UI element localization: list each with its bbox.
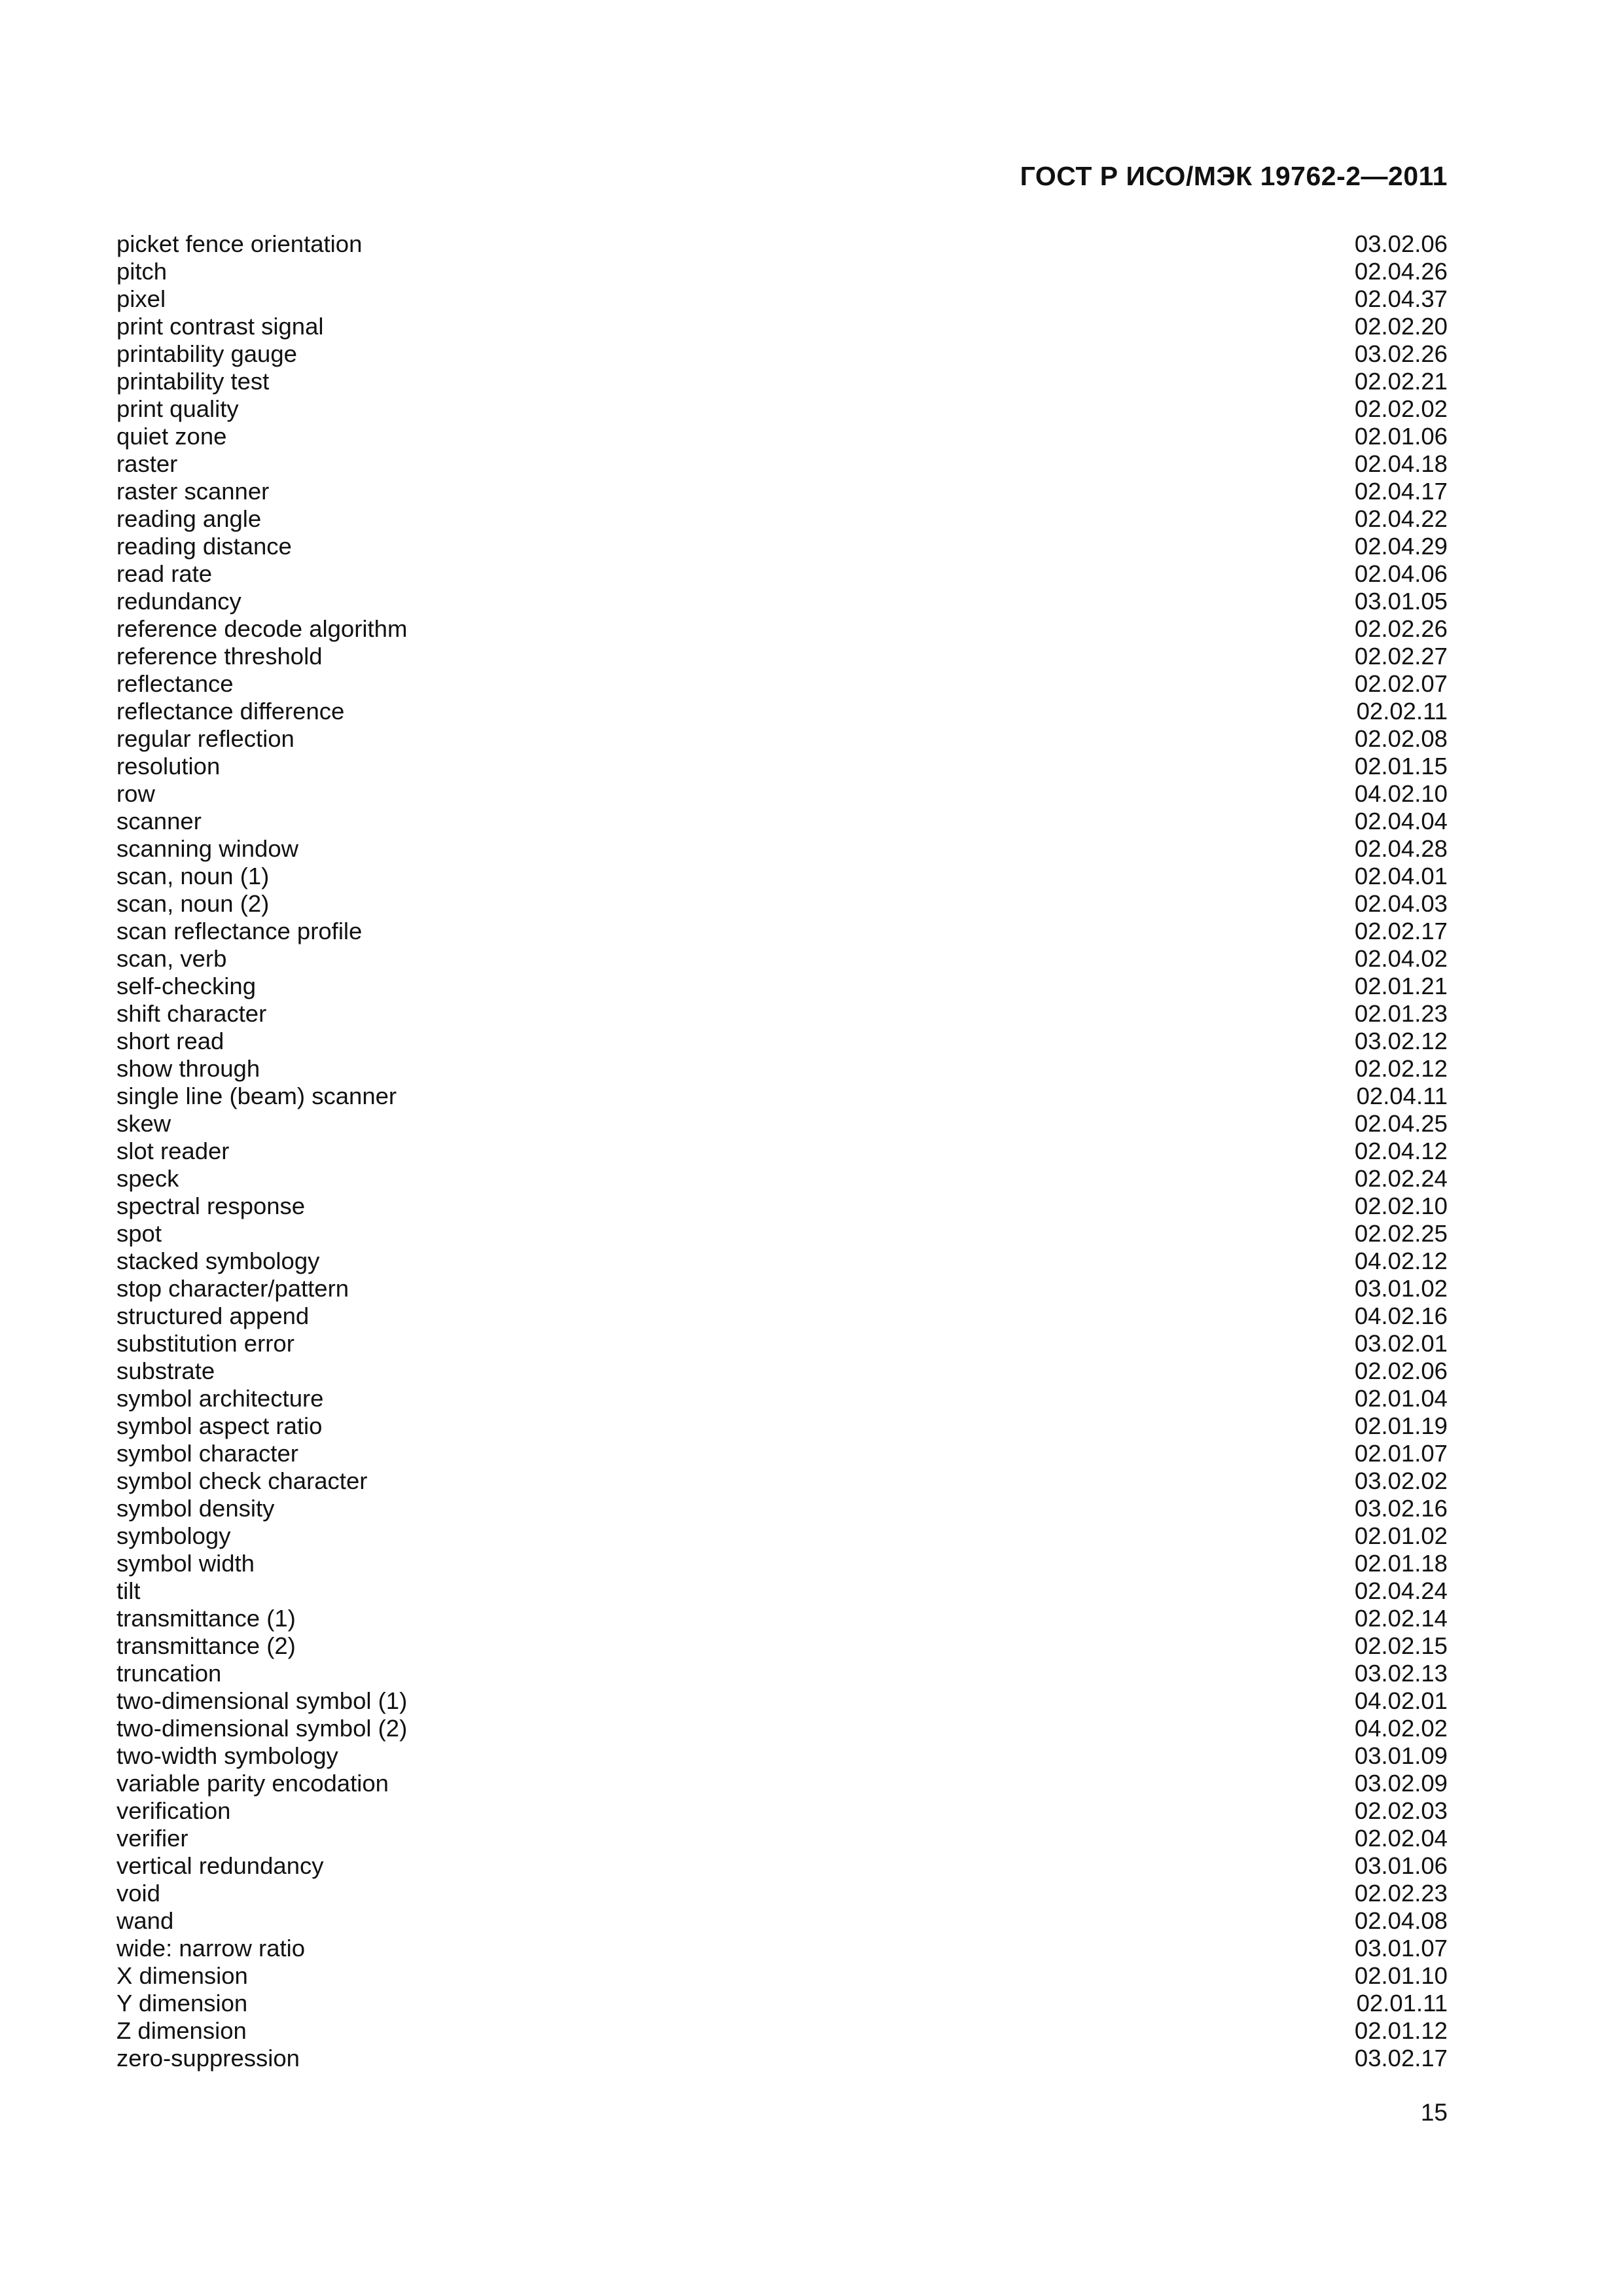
index-term: printability gauge	[116, 340, 297, 367]
index-term: substitution error	[116, 1330, 294, 1357]
index-reference-number: 02.02.08	[1354, 725, 1448, 752]
index-row	[116, 698, 1448, 725]
index-reference-number: 02.01.21	[1354, 973, 1448, 999]
index-term: verification	[116, 1797, 231, 1824]
index-row	[116, 2045, 1448, 2072]
index-row	[116, 368, 1448, 395]
index-row	[116, 1385, 1448, 1412]
index-row	[116, 588, 1448, 615]
index-term: symbol aspect ratio	[116, 1412, 323, 1439]
index-reference-number: 02.04.01	[1354, 863, 1448, 889]
index-term: resolution	[116, 753, 221, 780]
index-term: scan, verb	[116, 945, 227, 972]
index-row	[116, 1825, 1448, 1852]
index-row	[116, 643, 1448, 670]
index-reference-number: 03.02.02	[1354, 1467, 1448, 1494]
index-term: reading angle	[116, 505, 262, 532]
index-term: raster scanner	[116, 478, 270, 505]
index-reference-number: 02.04.37	[1354, 285, 1448, 312]
index-row	[116, 1522, 1448, 1550]
index-reference-number: 03.02.17	[1354, 2045, 1448, 2072]
index-reference-number: 03.01.07	[1354, 1935, 1448, 1962]
index-reference-number: 02.04.22	[1354, 505, 1448, 532]
term-index-list	[116, 230, 1448, 2072]
index-term: pixel	[116, 285, 166, 312]
index-term: regular reflection	[116, 725, 294, 752]
index-reference-number: 02.04.11	[1356, 1083, 1448, 1109]
index-reference-number: 03.02.26	[1354, 340, 1448, 367]
index-term: self-checking	[116, 973, 257, 999]
index-term: scan reflectance profile	[116, 918, 363, 944]
index-term: scan, noun (2)	[116, 890, 270, 917]
index-row	[116, 1935, 1448, 1962]
index-row	[116, 423, 1448, 450]
index-row	[116, 1577, 1448, 1605]
index-reference-number: 02.04.24	[1354, 1577, 1448, 1604]
index-reference-number: 02.02.27	[1354, 643, 1448, 670]
index-row	[116, 890, 1448, 918]
index-row	[116, 1687, 1448, 1715]
index-term: symbol check character	[116, 1467, 368, 1494]
index-reference-number: 02.02.23	[1354, 1880, 1448, 1907]
index-term: scanner	[116, 808, 202, 834]
index-reference-number: 02.02.12	[1354, 1055, 1448, 1082]
index-reference-number: 02.01.06	[1354, 423, 1448, 450]
index-reference-number: 04.02.10	[1354, 780, 1448, 807]
index-row	[116, 1055, 1448, 1083]
index-row	[116, 478, 1448, 505]
index-reference-number: 02.02.14	[1354, 1605, 1448, 1632]
index-reference-number: 03.01.06	[1354, 1852, 1448, 1879]
index-row	[116, 670, 1448, 698]
index-reference-number: 02.04.04	[1354, 808, 1448, 834]
index-reference-number: 02.02.21	[1354, 368, 1448, 395]
index-term: two-dimensional symbol (2)	[116, 1715, 408, 1742]
index-term: two-dimensional symbol (1)	[116, 1687, 408, 1714]
index-row	[116, 1495, 1448, 1522]
index-row	[116, 1220, 1448, 1247]
index-reference-number: 04.02.02	[1354, 1715, 1448, 1742]
index-reference-number: 02.02.15	[1354, 1632, 1448, 1659]
index-row	[116, 1605, 1448, 1632]
index-term: two-width symbology	[116, 1742, 338, 1769]
index-term: skew	[116, 1110, 171, 1137]
index-row	[116, 450, 1448, 478]
index-row	[116, 1165, 1448, 1193]
index-reference-number: 02.02.24	[1354, 1165, 1448, 1192]
index-row	[116, 1275, 1448, 1302]
index-reference-number: 02.01.10	[1354, 1962, 1448, 1989]
index-row	[116, 1852, 1448, 1880]
index-reference-number: 03.02.12	[1354, 1028, 1448, 1054]
index-term: wand	[116, 1907, 174, 1934]
index-reference-number: 02.04.02	[1354, 945, 1448, 972]
index-reference-number: 02.04.25	[1354, 1110, 1448, 1137]
index-row	[116, 313, 1448, 340]
index-reference-number: 02.01.15	[1354, 753, 1448, 780]
index-reference-number: 02.04.17	[1354, 478, 1448, 505]
page-header-standard-id: ГОСТ Р ИСО/МЭК 19762-2—2011	[1020, 161, 1448, 191]
index-term: Z dimension	[116, 2017, 247, 2044]
index-row	[116, 1797, 1448, 1825]
index-row	[116, 918, 1448, 945]
index-row	[116, 1138, 1448, 1165]
index-reference-number: 03.02.13	[1354, 1660, 1448, 1687]
index-term: symbol width	[116, 1550, 255, 1577]
index-reference-number: 03.01.09	[1354, 1742, 1448, 1769]
index-reference-number: 04.02.01	[1354, 1687, 1448, 1714]
index-reference-number: 03.01.05	[1354, 588, 1448, 615]
index-row	[116, 2017, 1448, 2045]
index-term: stacked symbology	[116, 1247, 320, 1274]
index-row	[116, 1357, 1448, 1385]
index-row	[116, 505, 1448, 533]
index-row	[116, 1715, 1448, 1742]
index-term: reflectance	[116, 670, 234, 697]
index-term: picket fence orientation	[116, 230, 363, 257]
index-term: symbol character	[116, 1440, 298, 1467]
index-term: structured append	[116, 1302, 310, 1329]
index-row	[116, 1193, 1448, 1220]
index-reference-number: 02.04.28	[1354, 835, 1448, 862]
page-number: 15	[1420, 2099, 1448, 2126]
index-row	[116, 1083, 1448, 1110]
index-row	[116, 615, 1448, 643]
index-row	[116, 753, 1448, 780]
index-row	[116, 340, 1448, 368]
index-row	[116, 1028, 1448, 1055]
index-reference-number: 02.02.26	[1354, 615, 1448, 642]
index-term: wide: narrow ratio	[116, 1935, 306, 1962]
index-term: spot	[116, 1220, 162, 1247]
index-term: substrate	[116, 1357, 215, 1384]
index-term: shift character	[116, 1000, 267, 1027]
index-reference-number: 02.02.17	[1354, 918, 1448, 944]
index-reference-number: 02.01.11	[1356, 1990, 1448, 2017]
index-term: variable parity encodation	[116, 1770, 389, 1797]
index-row	[116, 258, 1448, 285]
index-reference-number: 02.02.20	[1354, 313, 1448, 340]
index-row	[116, 808, 1448, 835]
index-row	[116, 1550, 1448, 1577]
index-term: reflectance difference	[116, 698, 345, 725]
index-term: symbol architecture	[116, 1385, 324, 1412]
index-reference-number: 02.04.12	[1354, 1138, 1448, 1164]
index-row	[116, 560, 1448, 588]
index-term: short read	[116, 1028, 224, 1054]
index-reference-number: 02.02.11	[1356, 698, 1448, 725]
index-term: print contrast signal	[116, 313, 324, 340]
index-reference-number: 03.01.02	[1354, 1275, 1448, 1302]
index-term: quiet zone	[116, 423, 227, 450]
index-reference-number: 02.04.06	[1354, 560, 1448, 587]
index-reference-number: 02.02.04	[1354, 1825, 1448, 1852]
index-row	[116, 533, 1448, 560]
index-reference-number: 04.02.12	[1354, 1247, 1448, 1274]
index-term: spectral response	[116, 1193, 306, 1219]
index-row	[116, 863, 1448, 890]
index-row	[116, 1880, 1448, 1907]
index-term: speck	[116, 1165, 179, 1192]
index-row	[116, 285, 1448, 313]
index-term: printability test	[116, 368, 270, 395]
index-reference-number: 02.04.08	[1354, 1907, 1448, 1934]
index-reference-number: 02.01.07	[1354, 1440, 1448, 1467]
index-row	[116, 1110, 1448, 1138]
index-term: transmittance (1)	[116, 1605, 296, 1632]
index-reference-number: 03.02.01	[1354, 1330, 1448, 1357]
index-term: read rate	[116, 560, 213, 587]
index-row	[116, 1990, 1448, 2017]
index-term: symbology	[116, 1522, 231, 1549]
index-reference-number: 02.04.29	[1354, 533, 1448, 560]
index-term: stop character/pattern	[116, 1275, 349, 1302]
index-term: Y dimension	[116, 1990, 248, 2017]
index-term: print quality	[116, 395, 239, 422]
index-term: verifier	[116, 1825, 188, 1852]
index-row	[116, 230, 1448, 258]
index-row	[116, 1412, 1448, 1440]
index-term: zero-suppression	[116, 2045, 300, 2072]
index-row	[116, 1247, 1448, 1275]
index-row	[116, 1770, 1448, 1797]
index-row	[116, 1467, 1448, 1495]
index-term: row	[116, 780, 155, 807]
index-row	[116, 725, 1448, 753]
index-row	[116, 945, 1448, 973]
index-term: X dimension	[116, 1962, 248, 1989]
index-row	[116, 1742, 1448, 1770]
index-term: raster	[116, 450, 178, 477]
index-row	[116, 1660, 1448, 1687]
index-term: vertical redundancy	[116, 1852, 324, 1879]
index-term: reference threshold	[116, 643, 323, 670]
index-row	[116, 835, 1448, 863]
index-term: scan, noun (1)	[116, 863, 270, 889]
index-row	[116, 1907, 1448, 1935]
index-row	[116, 1302, 1448, 1330]
index-term: scanning window	[116, 835, 298, 862]
index-reference-number: 02.04.18	[1354, 450, 1448, 477]
index-row	[116, 1440, 1448, 1467]
index-term: redundancy	[116, 588, 241, 615]
index-reference-number: 04.02.16	[1354, 1302, 1448, 1329]
index-term: reading distance	[116, 533, 292, 560]
index-term: reference decode algorithm	[116, 615, 408, 642]
index-row	[116, 1000, 1448, 1028]
index-reference-number: 02.02.06	[1354, 1357, 1448, 1384]
index-reference-number: 02.02.10	[1354, 1193, 1448, 1219]
index-reference-number: 02.01.23	[1354, 1000, 1448, 1027]
index-term: tilt	[116, 1577, 141, 1604]
index-row	[116, 1330, 1448, 1357]
index-term: symbol density	[116, 1495, 275, 1522]
index-term: slot reader	[116, 1138, 230, 1164]
index-reference-number: 02.02.03	[1354, 1797, 1448, 1824]
index-reference-number: 02.01.19	[1354, 1412, 1448, 1439]
index-row	[116, 395, 1448, 423]
index-term: truncation	[116, 1660, 222, 1687]
index-reference-number: 02.01.04	[1354, 1385, 1448, 1412]
index-term: void	[116, 1880, 160, 1907]
index-reference-number: 03.02.16	[1354, 1495, 1448, 1522]
index-row	[116, 780, 1448, 808]
index-reference-number: 02.01.12	[1354, 2017, 1448, 2044]
index-reference-number: 02.04.26	[1354, 258, 1448, 285]
index-row	[116, 1632, 1448, 1660]
index-term: show through	[116, 1055, 260, 1082]
index-reference-number: 03.02.09	[1354, 1770, 1448, 1797]
index-term: single line (beam) scanner	[116, 1083, 397, 1109]
index-reference-number: 03.02.06	[1354, 230, 1448, 257]
index-term: pitch	[116, 258, 168, 285]
index-reference-number: 02.02.07	[1354, 670, 1448, 697]
index-term: transmittance (2)	[116, 1632, 296, 1659]
index-reference-number: 02.04.03	[1354, 890, 1448, 917]
index-reference-number: 02.02.25	[1354, 1220, 1448, 1247]
index-reference-number: 02.02.02	[1354, 395, 1448, 422]
index-row	[116, 1962, 1448, 1990]
index-reference-number: 02.01.02	[1354, 1522, 1448, 1549]
index-row	[116, 973, 1448, 1000]
index-reference-number: 02.01.18	[1354, 1550, 1448, 1577]
